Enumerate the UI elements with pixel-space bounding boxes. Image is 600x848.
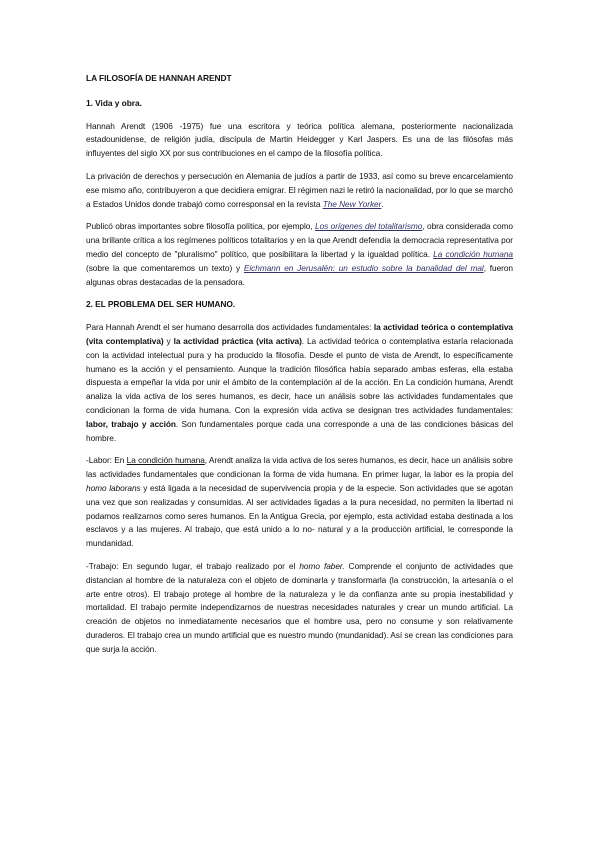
paragraph-emigration	[86, 170, 513, 211]
paragraph-works	[86, 220, 513, 289]
paragraph-text: -Trabajo: En segundo lugar, el trabajo realizado por el	[86, 560, 300, 571]
bold-vita-activa: la actividad práctica (vita activa)	[173, 335, 302, 346]
eichmann-link[interactable]: Eichmann en Jerusalén: un estudio sobre la banalidad del mal	[243, 262, 484, 273]
paragraph-text: , fueron algunas obras destacadas de la pensadora.	[86, 262, 513, 287]
section-2-heading: 2. EL PROBLEMA DEL SER HUMANO.	[86, 299, 236, 310]
paragraph-text: .	[381, 198, 384, 209]
paragraph-text: (sobre la que comentaremos un texto) y	[86, 262, 244, 273]
paragraph-text: , Arendt analiza la vida activa de los seres humanos, es decir, hace un análisis sobre las actividades fundamentales que condicionan la forma de vida humana. En primer lugar, la labor es la propia del	[86, 455, 513, 480]
paragraph-text: -Labor: En	[86, 455, 127, 466]
paragraph-activities	[86, 321, 513, 445]
paragraph-text: La privación de derechos y persecución en Alemania de judíos a partir de 1933, así como su breve encarcelamiento ese mismo año, contribuyeron a que decidiera emigrar. El régimen nazi le retiró la nacionalidad, por lo que se marchó a Estados Unidos donde trabajó como corresponsal en la revista	[86, 170, 513, 209]
new-yorker-link[interactable]: The New Yorker	[322, 198, 382, 209]
paragraph-text: . La actividad teórica o contemplativa estaría relacionada con la actividad intelectual pura y ha producido la filosofía. Desde el punto de vista de Arendt, lo específicamente humano es la acción y el pensamiento. Aunque la tradición filosófica había separado ambas esferas, ella estaba dispuesta a empeñar la vida por unir el ámbito de la contemplación al de la acción. En La condición humana, Arendt analiza la vida activa de los seres humanos, es decir, hace un análisis sobre las actividades fundamentales que condicionan la forma de vida humana. Con la expresión vida activa se designan tres actividades fundamentales:	[86, 335, 514, 415]
bold-labor-trabajo-accion: labor, trabajo y acción	[86, 418, 176, 429]
paragraph-biography: Hannah Arendt (1906 -1975) fue una escritora y teórica política alemana, posteriormente nacionalizada estadounidense, de religión judía, discípula de Martin Heidegger y Karl Jaspers. Es una de las filósofas más influyentes del siglo XX por sus contribuciones en el campo de la filosofía política.	[86, 120, 513, 159]
paragraph-text: Para Hannah Arendt el ser humano desarrolla dos actividades fundamentales:	[86, 322, 374, 333]
section-1-heading: 1. Vida y obra.	[86, 97, 142, 108]
paragraph-text: Comprende el conjunto de actividades que distancian al hombre de la naturaleza con el objeto de dominarla y transformarla (la construcción, la artesanía o el arte entre otros). El trabajo protege al hombre de la naturaleza y le da confianza ante su propia inestabilidad y mortalidad. El trabajo permite independizarnos de nuestras necesidades naturales y crear un mundo artificial. La creación de objetos no inmediatamente necesarios que el hombre usa, pero no consume y son relativamente duraderos. El trabajo crea un mundo artificial que es nuestro mundo (mundanidad). Así se crean las condiciones para que surja la acción.	[86, 560, 513, 654]
paragraph-trabajo	[86, 560, 513, 657]
document-title: LA FILOSOFÍA DE HANNAH ARENDT	[86, 73, 232, 83]
condicion-humana-underlined: La condición humana	[126, 455, 205, 466]
paragraph-text: , obra considerada como una brillante crítica a los regímenes políticos totalitarios y en la que Arendt defendía la democracia representativa por medio del concepto de "pluralismo" político, que posibilitara la libertad y la igualdad política.	[86, 221, 513, 259]
homo-laborans-italic: homo laborans	[86, 482, 141, 493]
condicion-humana-link[interactable]: La condición humana	[433, 248, 513, 259]
homo-faber-italic: homo faber.	[299, 560, 345, 571]
paragraph-text: y está ligada a la necesidad de supervivencia propia y de la especie. Son actividades que se agotan una vez que son realizadas y consumidas. Al ser actividades ligadas a la pura necesidad, no permiten la libertad ni podamos realizarnos como seres humanos. En la Antigua Grecia, por ejemplo, esta actividad estaba destinada a los esclavos y a las mujeres. Al trabajo, que está unido a lo no- natural y a la producción artificial, le corresponde la mundanidad.	[86, 482, 513, 549]
origenes-totalitarismo-link[interactable]: Los orígenes del totalitarismo	[315, 221, 423, 232]
paragraph-labor	[86, 454, 513, 551]
paragraph-text: . Son fundamentales porque cada una corresponde a una de las condiciones básicas del hombre.	[86, 418, 513, 443]
document-body	[86, 72, 513, 665]
bold-vita-contemplativa: la actividad teórica o contemplativa (vita contemplativa)	[86, 322, 513, 346]
paragraph-text: y	[163, 335, 174, 346]
paragraph-text: Publicó obras importantes sobre filosofía política, por ejemplo,	[86, 221, 316, 232]
